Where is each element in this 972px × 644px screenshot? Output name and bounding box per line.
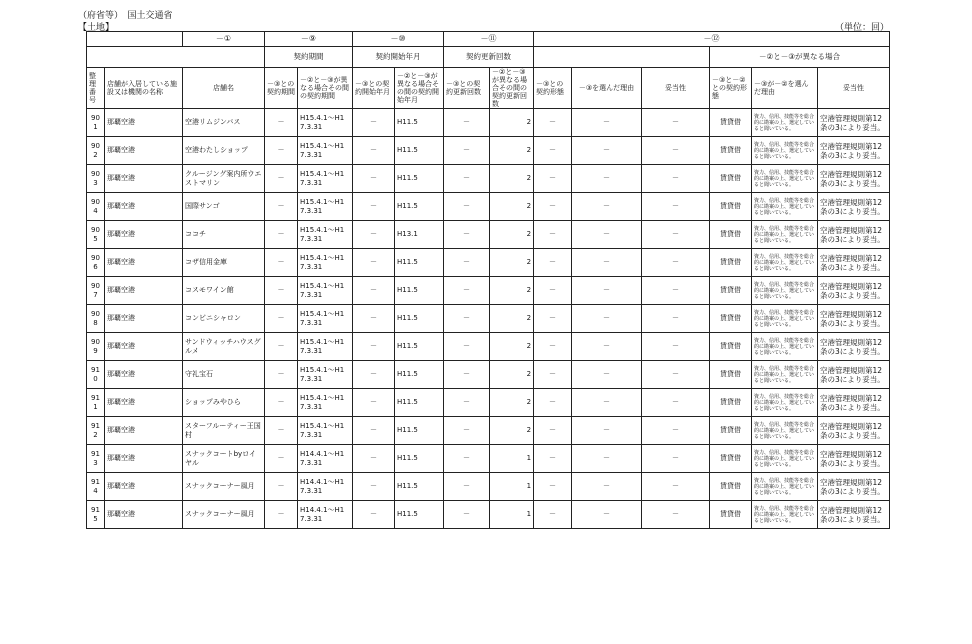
cell-facility: 那覇空港 bbox=[105, 193, 183, 221]
cell-p3: － bbox=[265, 473, 298, 501]
cell-r2: 1 bbox=[490, 473, 534, 501]
cell-p3: － bbox=[265, 501, 298, 529]
cell-valid: － bbox=[642, 445, 710, 473]
cell-r2: 1 bbox=[490, 501, 534, 529]
header-c1: －① bbox=[183, 32, 265, 47]
cell-r3: － bbox=[444, 221, 490, 249]
cell-reason2: 資力、信用、技能等を総合的に勘案の上、選定していると聞いている。 bbox=[752, 221, 818, 249]
cell-form3: － bbox=[534, 417, 572, 445]
table-row bbox=[87, 333, 890, 361]
cell-reason3: － bbox=[572, 193, 642, 221]
cell-form2: 賃貸借 bbox=[710, 333, 752, 361]
cell-form3: － bbox=[534, 165, 572, 193]
cell-no: 906 bbox=[87, 249, 105, 277]
cell-r2: 2 bbox=[490, 417, 534, 445]
cell-r2: 2 bbox=[490, 137, 534, 165]
cell-r3: － bbox=[444, 193, 490, 221]
cell-store: ココチ bbox=[183, 221, 265, 249]
cell-valid2: 空港管理規則第12条の3により妥当。 bbox=[818, 165, 890, 193]
cell-valid2: 空港管理規則第12条の3により妥当。 bbox=[818, 445, 890, 473]
cell-reason3: － bbox=[572, 333, 642, 361]
table-row bbox=[87, 305, 890, 333]
cell-valid2: 空港管理規則第12条の3により妥当。 bbox=[818, 417, 890, 445]
header-store: 店舗名 bbox=[183, 68, 265, 109]
cell-store: スターフルーティー王国村 bbox=[183, 417, 265, 445]
cell-reason2: 資力、信用、技能等を総合的に勘案の上、選定していると聞いている。 bbox=[752, 333, 818, 361]
cell-valid2: 空港管理規則第12条の3により妥当。 bbox=[818, 277, 890, 305]
cell-s3: － bbox=[353, 417, 395, 445]
cell-form3: － bbox=[534, 277, 572, 305]
cell-form3: － bbox=[534, 249, 572, 277]
cell-form3: － bbox=[534, 473, 572, 501]
cell-valid: － bbox=[642, 109, 710, 137]
cell-form3: － bbox=[534, 333, 572, 361]
cell-r3: － bbox=[444, 249, 490, 277]
cell-s2: H11.5 bbox=[395, 109, 444, 137]
cell-form2: 賃貸借 bbox=[710, 277, 752, 305]
cell-form3: － bbox=[534, 501, 572, 529]
cell-r2: 2 bbox=[490, 361, 534, 389]
cell-r2: 2 bbox=[490, 277, 534, 305]
cell-reason2: 資力、信用、技能等を総合的に勘案の上、選定していると聞いている。 bbox=[752, 361, 818, 389]
cell-r2: 2 bbox=[490, 109, 534, 137]
cell-valid: － bbox=[642, 137, 710, 165]
cell-store: 守礼宝石 bbox=[183, 361, 265, 389]
header-mid-blank bbox=[87, 47, 265, 68]
cell-facility: 那覇空港 bbox=[105, 109, 183, 137]
cell-valid2: 空港管理規則第12条の3により妥当。 bbox=[818, 137, 890, 165]
header-reason2: －③が－②を選んだ理由 bbox=[752, 68, 818, 109]
cell-no: 914 bbox=[87, 473, 105, 501]
cell-s2: H11.5 bbox=[395, 277, 444, 305]
cell-no: 904 bbox=[87, 193, 105, 221]
cell-s2: H11.5 bbox=[395, 165, 444, 193]
cell-valid: － bbox=[642, 249, 710, 277]
cell-p3: － bbox=[265, 389, 298, 417]
cell-no: 915 bbox=[87, 501, 105, 529]
cell-s2: H11.5 bbox=[395, 333, 444, 361]
cell-facility: 那覇空港 bbox=[105, 473, 183, 501]
cell-reason2: 資力、信用、技能等を総合的に勘案の上、選定していると聞いている。 bbox=[752, 193, 818, 221]
header-period: 契約期間 bbox=[265, 47, 353, 68]
cell-reason3: － bbox=[572, 277, 642, 305]
cell-p3: － bbox=[265, 417, 298, 445]
cell-form2: 賃貸借 bbox=[710, 305, 752, 333]
cell-s2: H11.5 bbox=[395, 137, 444, 165]
cell-r3: － bbox=[444, 333, 490, 361]
header-row-bottom bbox=[87, 68, 890, 109]
cell-valid2: 空港管理規則第12条の3により妥当。 bbox=[818, 305, 890, 333]
cell-s2: H11.5 bbox=[395, 389, 444, 417]
cell-no: 907 bbox=[87, 277, 105, 305]
cell-p2: H15.4.1～H17.3.31 bbox=[298, 193, 353, 221]
cell-r2: 2 bbox=[490, 389, 534, 417]
cell-r3: － bbox=[444, 165, 490, 193]
cell-p3: － bbox=[265, 333, 298, 361]
cell-reason3: － bbox=[572, 473, 642, 501]
header-row-top bbox=[87, 32, 890, 47]
cell-reason3: － bbox=[572, 221, 642, 249]
cell-p3: － bbox=[265, 137, 298, 165]
cell-s2: H11.5 bbox=[395, 193, 444, 221]
cell-p2: H14.4.1～H17.3.31 bbox=[298, 473, 353, 501]
cell-reason2: 資力、信用、技能等を総合的に勘案の上、選定していると聞いている。 bbox=[752, 417, 818, 445]
cell-valid2: 空港管理規則第12条の3により妥当。 bbox=[818, 109, 890, 137]
cell-store: 国際サンゴ bbox=[183, 193, 265, 221]
cell-valid: － bbox=[642, 193, 710, 221]
cell-r3: － bbox=[444, 361, 490, 389]
cell-s3: － bbox=[353, 501, 395, 529]
cell-p2: H15.4.1～H17.3.31 bbox=[298, 165, 353, 193]
cell-no: 901 bbox=[87, 109, 105, 137]
cell-s3: － bbox=[353, 137, 395, 165]
cell-valid: － bbox=[642, 417, 710, 445]
header-row-middle bbox=[87, 47, 890, 68]
header-number: 整理番号 bbox=[87, 68, 105, 109]
cell-p3: － bbox=[265, 193, 298, 221]
cell-reason3: － bbox=[572, 305, 642, 333]
cell-reason3: － bbox=[572, 361, 642, 389]
header-c10: －⑩ bbox=[353, 32, 444, 47]
cell-p2: H15.4.1～H17.3.31 bbox=[298, 249, 353, 277]
cell-p3: － bbox=[265, 305, 298, 333]
cell-reason2: 資力、信用、技能等を総合的に勘案の上、選定していると聞いている。 bbox=[752, 109, 818, 137]
cell-s3: － bbox=[353, 445, 395, 473]
cell-r2: 2 bbox=[490, 305, 534, 333]
cell-no: 908 bbox=[87, 305, 105, 333]
cell-store: コンビニシャロン bbox=[183, 305, 265, 333]
cell-p2: H15.4.1～H17.3.31 bbox=[298, 305, 353, 333]
cell-s3: － bbox=[353, 361, 395, 389]
cell-reason3: － bbox=[572, 389, 642, 417]
cell-reason3: － bbox=[572, 445, 642, 473]
table-row bbox=[87, 165, 890, 193]
cell-facility: 那覇空港 bbox=[105, 445, 183, 473]
cell-s2: H11.5 bbox=[395, 501, 444, 529]
cell-r3: － bbox=[444, 389, 490, 417]
cell-reason2: 資力、信用、技能等を総合的に勘案の上、選定していると聞いている。 bbox=[752, 445, 818, 473]
cell-form3: － bbox=[534, 361, 572, 389]
cell-s3: － bbox=[353, 221, 395, 249]
cell-valid: － bbox=[642, 221, 710, 249]
cell-facility: 那覇空港 bbox=[105, 417, 183, 445]
cell-p2: H15.4.1～H17.3.31 bbox=[298, 333, 353, 361]
table-row bbox=[87, 501, 890, 529]
cell-form2: 賃貸借 bbox=[710, 389, 752, 417]
cell-store: スナックコーナー風月 bbox=[183, 473, 265, 501]
cell-store: クルージング案内所ウエストマリン bbox=[183, 165, 265, 193]
cell-p2: H14.4.1～H17.3.31 bbox=[298, 501, 353, 529]
cell-store: サンドウィッチハウスグルメ bbox=[183, 333, 265, 361]
cell-no: 903 bbox=[87, 165, 105, 193]
header-r2diff: －②と－③が異なる場合その間の契約更新回数 bbox=[490, 68, 534, 109]
cell-form2: 賃貸借 bbox=[710, 109, 752, 137]
cell-p3: － bbox=[265, 249, 298, 277]
cell-s3: － bbox=[353, 305, 395, 333]
header-form2: －③と－②との契約形態 bbox=[710, 68, 752, 109]
cell-facility: 那覇空港 bbox=[105, 389, 183, 417]
cell-valid: － bbox=[642, 333, 710, 361]
cell-s3: － bbox=[353, 333, 395, 361]
cell-p2: H15.4.1～H17.3.31 bbox=[298, 361, 353, 389]
cell-valid2: 空港管理規則第12条の3により妥当。 bbox=[818, 473, 890, 501]
cell-facility: 那覇空港 bbox=[105, 137, 183, 165]
cell-valid2: 空港管理規則第12条の3により妥当。 bbox=[818, 193, 890, 221]
cell-reason2: 資力、信用、技能等を総合的に勘案の上、選定していると聞いている。 bbox=[752, 473, 818, 501]
cell-reason2: 資力、信用、技能等を総合的に勘案の上、選定していると聞いている。 bbox=[752, 501, 818, 529]
cell-form3: － bbox=[534, 221, 572, 249]
cell-form2: 賃貸借 bbox=[710, 221, 752, 249]
cell-no: 912 bbox=[87, 417, 105, 445]
unit-label: （単位：回） bbox=[834, 23, 889, 33]
cell-p3: － bbox=[265, 277, 298, 305]
cell-valid: － bbox=[642, 277, 710, 305]
cell-valid: － bbox=[642, 305, 710, 333]
header-c9: －⑨ bbox=[265, 32, 353, 47]
header-c11: －⑪ bbox=[444, 32, 534, 47]
cell-reason2: 資力、信用、技能等を総合的に勘案の上、選定していると聞いている。 bbox=[752, 137, 818, 165]
cell-form3: － bbox=[534, 389, 572, 417]
cell-store: 空港わたしショップ bbox=[183, 137, 265, 165]
header-c12: －⑫ bbox=[534, 32, 890, 47]
cell-form2: 賃貸借 bbox=[710, 249, 752, 277]
cell-s2: H11.5 bbox=[395, 473, 444, 501]
header-p2diff: －②と－③が異なる場合その間の契約期間 bbox=[298, 68, 353, 109]
header-reason3: －③を選んだ理由 bbox=[572, 68, 642, 109]
cell-form3: － bbox=[534, 137, 572, 165]
sheet-label: 【土地】 bbox=[78, 23, 115, 33]
header-form3: －③との契約形態 bbox=[534, 68, 572, 109]
cell-form2: 賃貸借 bbox=[710, 193, 752, 221]
cell-valid2: 空港管理規則第12条の3により妥当。 bbox=[818, 221, 890, 249]
cell-store: ショップみやひら bbox=[183, 389, 265, 417]
cell-store: コスモワイン館 bbox=[183, 277, 265, 305]
cell-reason3: － bbox=[572, 249, 642, 277]
cell-store: 空港リムジンバス bbox=[183, 109, 265, 137]
table-row bbox=[87, 361, 890, 389]
cell-form3: － bbox=[534, 109, 572, 137]
cell-no: 902 bbox=[87, 137, 105, 165]
table-row bbox=[87, 221, 890, 249]
cell-form2: 賃貸借 bbox=[710, 417, 752, 445]
cell-reason3: － bbox=[572, 501, 642, 529]
cell-r3: － bbox=[444, 277, 490, 305]
table-row bbox=[87, 445, 890, 473]
cell-r3: － bbox=[444, 445, 490, 473]
cell-valid: － bbox=[642, 165, 710, 193]
cell-s3: － bbox=[353, 193, 395, 221]
cell-form3: － bbox=[534, 305, 572, 333]
cell-r3: － bbox=[444, 137, 490, 165]
cell-p2: H15.4.1～H17.3.31 bbox=[298, 221, 353, 249]
contract-table bbox=[86, 31, 890, 529]
cell-reason2: 資力、信用、技能等を総合的に勘案の上、選定していると聞いている。 bbox=[752, 305, 818, 333]
cell-p2: H15.4.1～H17.3.31 bbox=[298, 137, 353, 165]
cell-form2: 賃貸借 bbox=[710, 501, 752, 529]
cell-form2: 賃貸借 bbox=[710, 445, 752, 473]
cell-no: 911 bbox=[87, 389, 105, 417]
ministry-label: （府省等） 国土交通省 bbox=[78, 11, 173, 21]
header-p3: －③との契約期間 bbox=[265, 68, 298, 109]
cell-p3: － bbox=[265, 221, 298, 249]
cell-s2: H11.5 bbox=[395, 305, 444, 333]
table-row bbox=[87, 417, 890, 445]
table-row bbox=[87, 193, 890, 221]
cell-r2: 2 bbox=[490, 193, 534, 221]
cell-s2: H11.5 bbox=[395, 417, 444, 445]
table-row bbox=[87, 473, 890, 501]
cell-valid2: 空港管理規則第12条の3により妥当。 bbox=[818, 249, 890, 277]
header-mid-blank-2 bbox=[534, 47, 710, 68]
header-blank bbox=[87, 32, 183, 47]
cell-r2: 2 bbox=[490, 333, 534, 361]
cell-no: 913 bbox=[87, 445, 105, 473]
cell-no: 909 bbox=[87, 333, 105, 361]
cell-form2: 賃貸借 bbox=[710, 361, 752, 389]
cell-p3: － bbox=[265, 109, 298, 137]
table-row bbox=[87, 109, 890, 137]
cell-facility: 那覇空港 bbox=[105, 501, 183, 529]
cell-valid2: 空港管理規則第12条の3により妥当。 bbox=[818, 333, 890, 361]
table-row bbox=[87, 249, 890, 277]
header-start: 契約開始年月 bbox=[353, 47, 444, 68]
cell-facility: 那覇空港 bbox=[105, 277, 183, 305]
cell-reason3: － bbox=[572, 165, 642, 193]
cell-store: スナックコーナー風月 bbox=[183, 501, 265, 529]
cell-valid2: 空港管理規則第12条の3により妥当。 bbox=[818, 389, 890, 417]
table-row bbox=[87, 277, 890, 305]
cell-r2: 2 bbox=[490, 249, 534, 277]
cell-reason2: 資力、信用、技能等を総合的に勘案の上、選定していると聞いている。 bbox=[752, 389, 818, 417]
cell-r3: － bbox=[444, 109, 490, 137]
cell-facility: 那覇空港 bbox=[105, 221, 183, 249]
header-renewals: 契約更新回数 bbox=[444, 47, 534, 68]
cell-r3: － bbox=[444, 305, 490, 333]
cell-p2: H14.4.1～H17.3.31 bbox=[298, 445, 353, 473]
cell-s3: － bbox=[353, 473, 395, 501]
cell-p2: H15.4.1～H17.3.31 bbox=[298, 277, 353, 305]
cell-r3: － bbox=[444, 417, 490, 445]
cell-store: コザ信用金庫 bbox=[183, 249, 265, 277]
cell-reason3: － bbox=[572, 109, 642, 137]
header-differs: －②と－③が異なる場合 bbox=[710, 47, 890, 68]
cell-form3: － bbox=[534, 445, 572, 473]
cell-store: スナックコートbyロイヤル bbox=[183, 445, 265, 473]
cell-valid2: 空港管理規則第12条の3により妥当。 bbox=[818, 501, 890, 529]
cell-p3: － bbox=[265, 445, 298, 473]
cell-facility: 那覇空港 bbox=[105, 333, 183, 361]
cell-form3: － bbox=[534, 193, 572, 221]
cell-valid: － bbox=[642, 361, 710, 389]
cell-no: 910 bbox=[87, 361, 105, 389]
cell-facility: 那覇空港 bbox=[105, 361, 183, 389]
table-body bbox=[87, 32, 890, 529]
cell-p2: H15.4.1～H17.3.31 bbox=[298, 389, 353, 417]
table-row bbox=[87, 389, 890, 417]
cell-form2: 賃貸借 bbox=[710, 473, 752, 501]
cell-valid: － bbox=[642, 389, 710, 417]
cell-reason2: 資力、信用、技能等を総合的に勘案の上、選定していると聞いている。 bbox=[752, 277, 818, 305]
cell-p3: － bbox=[265, 165, 298, 193]
cell-r2: 1 bbox=[490, 445, 534, 473]
cell-r2: 2 bbox=[490, 221, 534, 249]
cell-reason3: － bbox=[572, 137, 642, 165]
cell-s3: － bbox=[353, 249, 395, 277]
cell-facility: 那覇空港 bbox=[105, 249, 183, 277]
header-s3: －③との契約開始年月 bbox=[353, 68, 395, 109]
cell-valid2: 空港管理規則第12条の3により妥当。 bbox=[818, 361, 890, 389]
cell-s3: － bbox=[353, 109, 395, 137]
cell-s3: － bbox=[353, 277, 395, 305]
cell-no: 905 bbox=[87, 221, 105, 249]
cell-valid: － bbox=[642, 473, 710, 501]
header-s2diff: －②と－③が異なる場合その間の契約開始年月 bbox=[395, 68, 444, 109]
cell-form2: 賃貸借 bbox=[710, 165, 752, 193]
cell-p3: － bbox=[265, 361, 298, 389]
cell-s2: H11.5 bbox=[395, 249, 444, 277]
cell-s2: H11.5 bbox=[395, 361, 444, 389]
header-valid: 妥当性 bbox=[642, 68, 710, 109]
cell-facility: 那覇空港 bbox=[105, 165, 183, 193]
cell-form2: 賃貸借 bbox=[710, 137, 752, 165]
header-valid2: 妥当性 bbox=[818, 68, 890, 109]
cell-reason2: 資力、信用、技能等を総合的に勘案の上、選定していると聞いている。 bbox=[752, 165, 818, 193]
cell-p2: H15.4.1～H17.3.31 bbox=[298, 417, 353, 445]
cell-reason3: － bbox=[572, 417, 642, 445]
cell-s2: H13.1 bbox=[395, 221, 444, 249]
cell-valid: － bbox=[642, 501, 710, 529]
cell-r3: － bbox=[444, 473, 490, 501]
table-row bbox=[87, 137, 890, 165]
cell-r2: 2 bbox=[490, 165, 534, 193]
cell-s2: H11.5 bbox=[395, 445, 444, 473]
cell-facility: 那覇空港 bbox=[105, 305, 183, 333]
cell-r3: － bbox=[444, 501, 490, 529]
header-r3: －③との契約更新回数 bbox=[444, 68, 490, 109]
cell-s3: － bbox=[353, 165, 395, 193]
cell-reason2: 資力、信用、技能等を総合的に勘案の上、選定していると聞いている。 bbox=[752, 249, 818, 277]
cell-p2: H15.4.1～H17.3.31 bbox=[298, 109, 353, 137]
header-facility: 店舗が入居している施設又は機関の名称 bbox=[105, 68, 183, 109]
cell-s3: － bbox=[353, 389, 395, 417]
